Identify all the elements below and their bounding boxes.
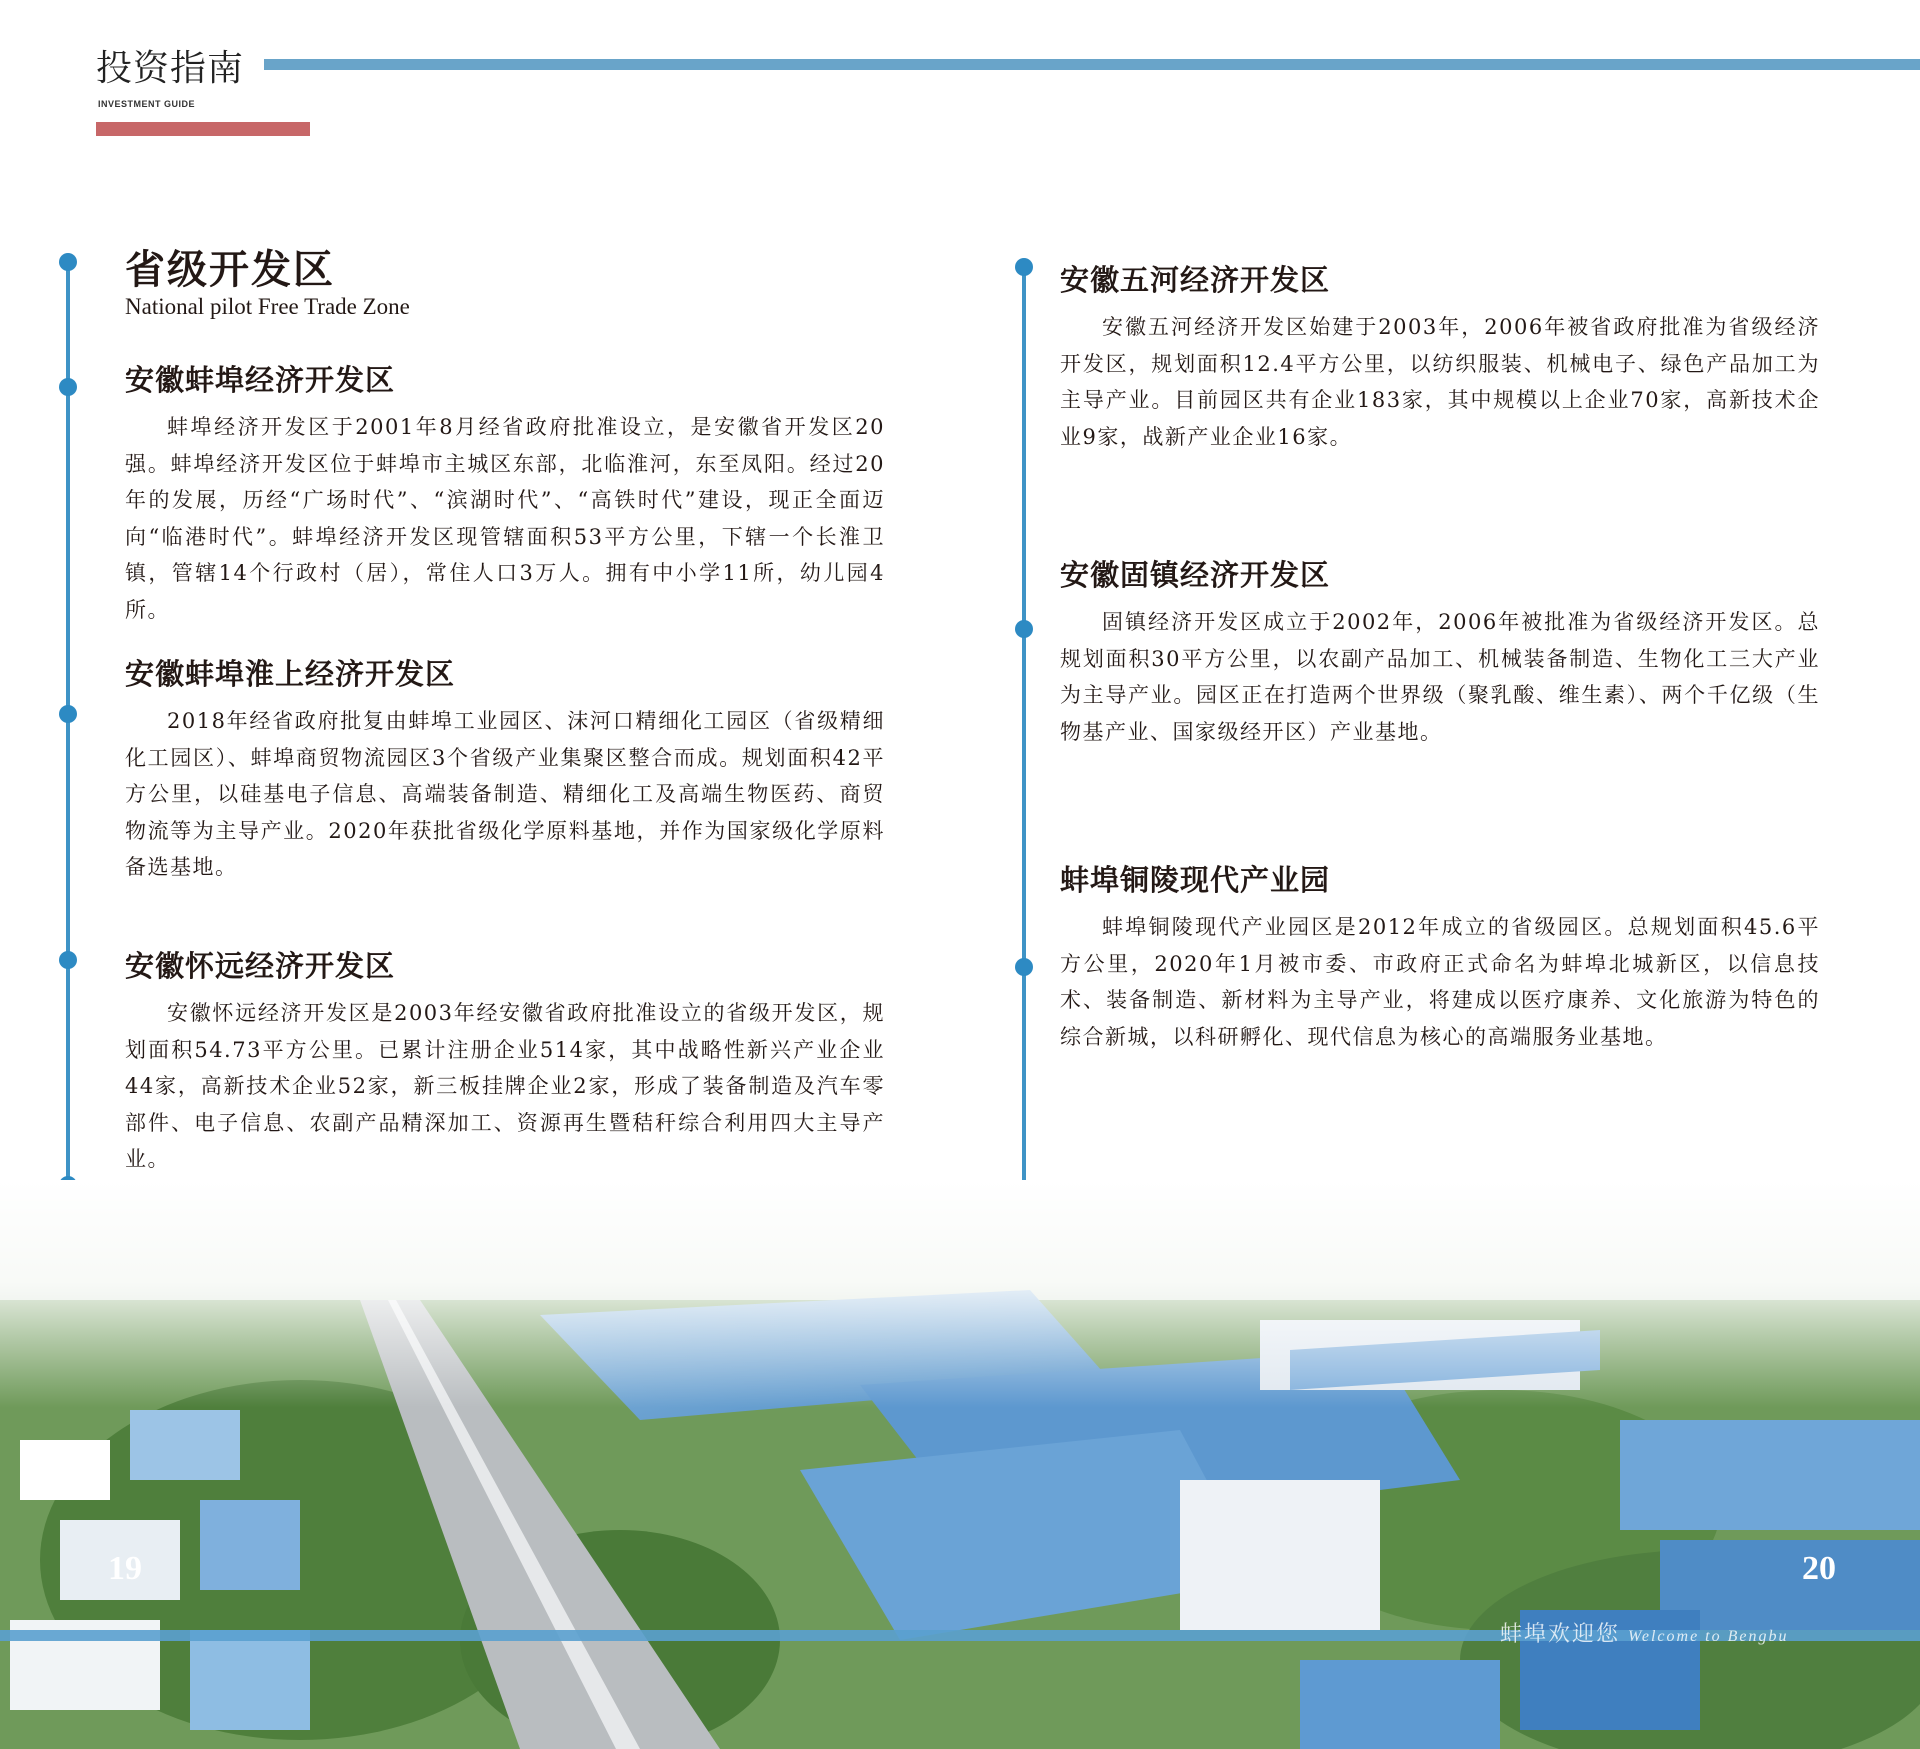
page-subtitle: National pilot Free Trade Zone (125, 294, 410, 319)
section-body: 固镇经济开发区成立于2002年，2006年被批准为省级经济开发区。总规划面积30平方公里，以农副产品加工、机械装备制造、生物化工三大产业为主导产业。园区正在打造两个世界级（聚乳酸、维生素）、两个千亿级（生物基产业、国家级经开区）产业基地。 (1060, 610, 1820, 744)
timeline-dot (1015, 958, 1033, 976)
section-title: 安徽固镇经济开发区 (1060, 558, 1331, 592)
timeline-dot (59, 253, 77, 271)
section-title: 安徽蚌埠淮上经济开发区 (125, 657, 456, 691)
section-title: 蚌埠铜陵现代产业园 (1060, 863, 1331, 897)
header-red-bar (96, 122, 310, 136)
welcome-text-cn: 蚌埠欢迎您 (1500, 1622, 1621, 1647)
page-title: 省级开发区 (125, 246, 335, 293)
welcome-text-en: Welcome to Bengbu (1628, 1628, 1789, 1645)
section-huaiyuan-edz (125, 944, 885, 1178)
section-body: 蚌埠经济开发区于2001年8月经省政府批准设立，是安徽省开发区20强。蚌埠经济开发区位于蚌埠市主城区东部，北临淮河，东至凤阳。经过20年的发展，历经“广场时代”、“滨湖时代”、“高铁时代”建设，现正全面迈向“临港时代”。蚌埠经济开发区现管辖面积53平方公里，下辖一个长淮卫镇，管辖14个行政村（居），常住人口3万人。拥有中小学11所，幼儿园4所。 (125, 415, 885, 622)
section-tongling-park (1060, 858, 1820, 1055)
timeline-dot (59, 378, 77, 396)
section-guzhen-edz (1060, 553, 1820, 750)
aerial-photo-illustration (0, 1180, 1920, 1749)
timeline-dot (1015, 258, 1033, 276)
header-subtitle: INVESTMENT GUIDE (98, 99, 196, 109)
header-blue-bar (264, 59, 1920, 70)
right-timeline (1022, 264, 1026, 1193)
timeline-dot (59, 951, 77, 969)
aerial-photo-industrial-park (0, 1180, 1920, 1749)
section-body: 2018年经省政府批复由蚌埠工业园区、沫河口精细化工园区（省级精细化工园区）、蚌埠商贸物流园区3个省级产业集聚区整合而成。规划面积42平方公里，以硅基电子信息、高端装备制造、精细化工及高端生物医药、商贸物流等为主导产业。2020年获批省级化学原料基地，并作为国家级化学原料备选基地。 (125, 709, 885, 880)
section-title: 安徽蚌埠经济开发区 (125, 363, 396, 397)
section-wuhe-edz (1060, 258, 1820, 455)
section-body: 安徽怀远经济开发区是2003年经安徽省政府批准设立的省级开发区，规划面积54.73平方公里。已累计注册企业514家，其中战略性新兴产业企业44家，高新技术企业52家，新三板挂牌企业2家，形成了装备制造及汽车零部件、电子信息、农副产品精深加工、资源再生暨秸秆综合利用四大主导产业。 (125, 1001, 885, 1172)
page-number-left: 19 (108, 1550, 142, 1587)
page-number-right: 20 (1802, 1550, 1836, 1587)
section-title: 安徽五河经济开发区 (1060, 263, 1331, 297)
section-title: 安徽怀远经济开发区 (125, 949, 396, 983)
header-title: 投资指南 (96, 48, 245, 89)
timeline-dot (1015, 620, 1033, 638)
section-bengbu-edz (125, 358, 885, 629)
footer-welcome (1500, 1617, 1789, 1648)
section-body: 安徽五河经济开发区始建于2003年，2006年被省政府批准为省级经济开发区，规划面积12.4平方公里，以纺织服装、机械电子、绿色产品加工为主导产业。目前园区共有企业183家，其中规模以上企业70家，高新技术企业9家，战新产业企业16家。 (1060, 315, 1820, 449)
section-body: 蚌埠铜陵现代产业园区是2012年成立的省级园区。总规划面积45.6平方公里，2020年1月被市委、市政府正式命名为蚌埠北城新区，以信息技术、装备制造、新材料为主导产业，将建成以医疗康养、文化旅游为特色的综合新城，以科研孵化、现代信息为核心的高端服务业基地。 (1060, 915, 1820, 1049)
timeline-dot (59, 705, 77, 723)
left-timeline (66, 262, 70, 1184)
section-huaishang-edz (125, 652, 885, 886)
